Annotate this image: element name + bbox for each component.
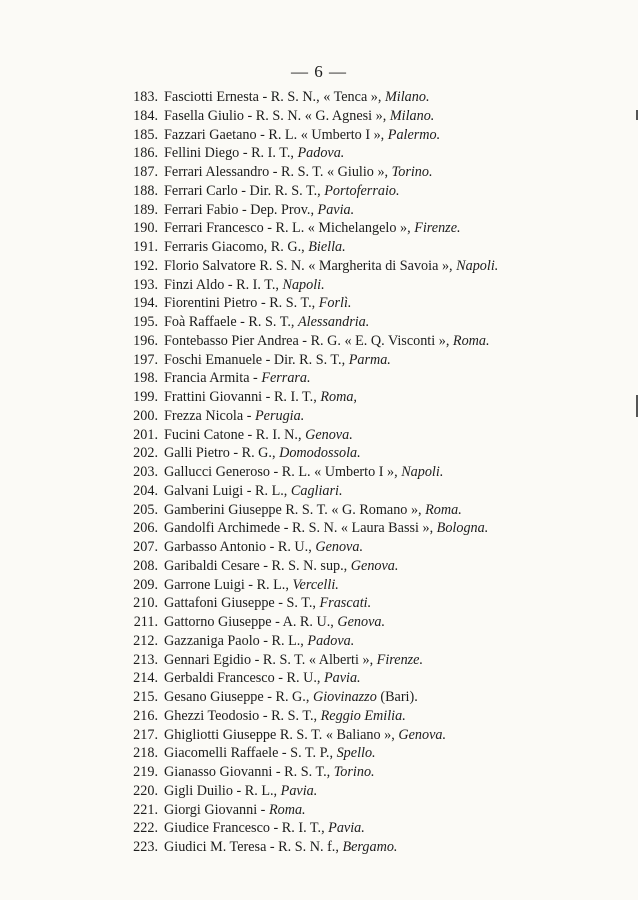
entry-text: Ferrari Carlo - Dir. R. S. T., — [164, 182, 325, 199]
entry-text: Gattafoni Giuseppe - S. T., — [164, 595, 320, 612]
entry-text: Gennari Egidio - R. S. T. « Alberti », — [164, 651, 377, 668]
entry-text: Ferrari Fabio - Dep. Prov., — [164, 201, 318, 218]
list-item — [126, 651, 576, 670]
entry-place: Parma. — [348, 351, 391, 368]
entry-text: Ghigliotti Giuseppe R. S. T. « Baliano », — [164, 726, 399, 743]
entry-text: Francia Armita - — [164, 370, 262, 387]
list-item — [126, 707, 576, 726]
list-item — [126, 782, 576, 801]
list-item — [126, 369, 576, 388]
list-item — [126, 538, 576, 557]
entry-place: Genova. — [350, 557, 399, 574]
list-item — [126, 613, 576, 632]
entry-text: Fazzari Gaetano - R. L. « Umberto I », — [164, 126, 388, 143]
entry-text: Gattorno Giuseppe - A. R. U., — [164, 614, 338, 630]
entry-number: 196. — [133, 332, 158, 349]
list-item — [126, 219, 576, 238]
list-item — [126, 426, 576, 445]
entry-text: Gazzaniga Paolo - R. L., — [164, 632, 308, 649]
entry-number: 200. — [133, 407, 158, 424]
entry-place: Ferrara. — [261, 370, 311, 387]
entry-number: 188. — [133, 182, 158, 199]
entry-place: Portoferraio. — [324, 182, 400, 199]
entry-place: Cagliari. — [290, 482, 343, 499]
entry-number: 189. — [133, 201, 158, 218]
entry-text: Garibaldi Cesare - R. S. N. sup., — [164, 557, 351, 574]
entry-place: Genova. — [337, 614, 386, 630]
list-item — [126, 388, 576, 407]
entry-text: Gigli Duilio - R. L., — [164, 782, 281, 799]
list-item — [126, 182, 576, 201]
list-item — [126, 144, 576, 163]
entry-number: 213. — [133, 651, 158, 668]
entry-place: Spello. — [336, 745, 376, 762]
entry-place: Padova. — [297, 145, 345, 162]
list-item — [126, 763, 576, 782]
entry-text: Garbasso Antonio - R. U., — [164, 539, 316, 555]
entry-text: Ferraris Giacomo, R. G., — [164, 239, 309, 255]
entry-place: Napoli. — [401, 464, 444, 480]
entry-place: Torino. — [391, 164, 433, 180]
entry-text: Giacomelli Raffaele - S. T. P., — [164, 745, 337, 762]
list-item — [126, 313, 576, 332]
entry-text: Frezza Nicola - — [164, 407, 255, 424]
entry-place: Firenze. — [376, 651, 424, 668]
list-item — [126, 294, 576, 313]
entry-place: Roma. — [268, 801, 306, 818]
entry-number: 219. — [133, 764, 158, 780]
list-item — [126, 107, 576, 126]
list-item — [126, 238, 576, 257]
entry-place: Frascati. — [319, 595, 372, 612]
entry-text: Florio Salvatore R. S. N. « Margherita di Savoia », — [164, 257, 457, 274]
entry-number: 185. — [133, 126, 158, 143]
entry-place: Reggio Emilia. — [320, 707, 406, 724]
entry-number: 212. — [133, 632, 158, 649]
entry-text: Gerbaldi Francesco - R. U., — [164, 670, 324, 687]
entry-number: 187. — [133, 164, 158, 180]
entry-number: 192. — [133, 257, 158, 274]
entry-text: Gallucci Generoso - R. L. « Umberto I », — [164, 464, 402, 480]
entry-text: Foschi Emanuele - Dir. R. S. T., — [164, 351, 349, 368]
list-item — [126, 519, 576, 538]
entry-place: Alessandria. — [297, 314, 370, 330]
entry-text: Gamberini Giuseppe R. S. T. « G. Romano », — [164, 501, 426, 518]
entry-text: Foà Raffaele - R. S. T., — [164, 314, 298, 330]
entry-place: Roma. — [452, 332, 490, 349]
entry-number: 193. — [133, 276, 158, 293]
entry-place: Domodossola. — [279, 445, 361, 462]
entry-number: 205. — [133, 501, 158, 518]
entry-place: Milano. — [389, 107, 435, 124]
entry-place: Pavia. — [280, 782, 318, 799]
entry-place: Pavia. — [317, 201, 355, 218]
list-item — [126, 163, 576, 182]
list-item — [126, 407, 576, 426]
entry-place: Pavia. — [323, 670, 361, 687]
entry-number: 190. — [133, 220, 158, 237]
entry-place: Bologna. — [436, 520, 489, 537]
entry-number: 209. — [133, 576, 158, 593]
entry-text: Gianasso Giovanni - R. S. T., — [164, 764, 334, 780]
entry-place: Pavia. — [328, 820, 365, 837]
list-item — [126, 444, 576, 463]
entry-text: Ferrari Francesco - R. L. « Michelangelo », — [164, 220, 415, 237]
entry-list — [126, 88, 576, 857]
entry-text: Gandolfi Archimede - R. S. N. « Laura Bassi », — [164, 520, 437, 537]
entry-place: Firenze. — [414, 220, 461, 237]
list-item — [126, 88, 576, 107]
entry-number: 217. — [133, 726, 158, 743]
entry-number: 198. — [133, 370, 158, 387]
entry-number: 221. — [133, 801, 158, 818]
list-item — [126, 838, 576, 857]
entry-number: 183. — [133, 89, 158, 105]
entry-text: Ferrari Alessandro - R. S. T. « Giulio », — [164, 164, 392, 180]
entry-place: Milano. — [384, 89, 430, 105]
entry-number: 218. — [133, 745, 158, 762]
entry-place: Biella. — [308, 239, 346, 255]
list-item — [126, 501, 576, 520]
entry-number: 186. — [133, 145, 158, 162]
entry-text: Giorgi Giovanni - — [164, 801, 269, 818]
entry-text: Garrone Luigi - R. L., — [164, 576, 293, 593]
list-item — [126, 688, 576, 707]
entry-text: Fasciotti Ernesta - R. S. N., « Tenca », — [164, 89, 385, 105]
entry-place: Roma. — [425, 501, 462, 518]
entry-number: 215. — [133, 689, 158, 705]
entry-number: 202. — [133, 445, 158, 462]
entry-text: Giudici M. Teresa - R. S. N. f., — [164, 839, 343, 855]
entry-place: Forlì. — [318, 295, 352, 312]
list-item — [126, 632, 576, 651]
entry-text: Fasella Giulio - R. S. N. « G. Agnesi », — [164, 107, 390, 124]
entry-number: 223. — [133, 839, 158, 855]
entry-number: 211. — [133, 614, 158, 630]
entry-place: Palermo. — [387, 126, 441, 143]
entry-text: Ghezzi Teodosio - R. S. T., — [164, 707, 321, 724]
entry-number: 222. — [133, 820, 158, 837]
entry-number: 216. — [133, 707, 158, 724]
entry-place: Perugia. — [255, 407, 305, 424]
entry-place: Roma, — [320, 389, 357, 405]
list-item — [126, 201, 576, 220]
list-item — [126, 594, 576, 613]
page-number: — 6 — — [291, 62, 347, 81]
entry-number: 220. — [133, 782, 158, 799]
list-item — [126, 669, 576, 688]
entry-number: 201. — [133, 426, 158, 443]
entry-place: Napoli. — [456, 257, 499, 274]
entry-text: Giudice Francesco - R. I. T., — [164, 820, 329, 837]
entry-text: Frattini Giovanni - R. I. T., — [164, 389, 321, 405]
list-item — [126, 482, 576, 501]
entry-number: 207. — [133, 539, 158, 555]
entry-text: Fiorentini Pietro - R. S. T., — [164, 295, 319, 312]
list-item — [126, 126, 576, 145]
entry-text: Gesano Giuseppe - R. G., — [164, 689, 313, 705]
list-item — [126, 257, 576, 276]
entry-place: Vercelli. — [292, 576, 339, 593]
entry-text: Fellini Diego - R. I. T., — [164, 145, 298, 162]
entry-place-note: (Bari). — [376, 689, 418, 705]
entry-number: 195. — [133, 314, 158, 330]
list-item — [126, 576, 576, 595]
list-item — [126, 351, 576, 370]
entry-number: 210. — [133, 595, 158, 612]
entry-number: 206. — [133, 520, 158, 537]
list-item — [126, 726, 576, 745]
entry-text: Fontebasso Pier Andrea - R. G. « E. Q. Visconti », — [164, 332, 453, 349]
entry-place: Bergamo. — [342, 839, 398, 855]
list-item — [126, 557, 576, 576]
entry-number: 199. — [133, 389, 158, 405]
entry-text: Fucini Catone - R. I. N., — [164, 426, 306, 443]
entry-number: 208. — [133, 557, 158, 574]
entry-place: Padova. — [307, 632, 355, 649]
entry-number: 184. — [133, 107, 158, 124]
list-item — [126, 463, 576, 482]
entry-place: Napoli. — [282, 276, 325, 293]
list-item — [126, 819, 576, 838]
entry-number: 197. — [133, 351, 158, 368]
entry-number: 214. — [133, 670, 158, 687]
entry-number: 194. — [133, 295, 158, 312]
entry-place: Genova. — [305, 426, 353, 443]
list-item — [126, 276, 576, 295]
entry-number: 203. — [133, 464, 158, 480]
entry-text: Finzi Aldo - R. I. T., — [164, 276, 283, 293]
entry-number: 204. — [133, 482, 158, 499]
list-item — [126, 332, 576, 351]
list-item — [126, 801, 576, 820]
entry-place: Torino. — [333, 764, 375, 780]
entry-place: Genova. — [398, 726, 447, 743]
entry-text: Galvani Luigi - R. L., — [164, 482, 291, 499]
entry-text: Galli Pietro - R. G., — [164, 445, 280, 462]
entry-place: Giovinazzo — [312, 689, 377, 705]
entry-number: 191. — [133, 239, 158, 255]
entry-place: Genova. — [315, 539, 363, 555]
list-item — [126, 744, 576, 763]
